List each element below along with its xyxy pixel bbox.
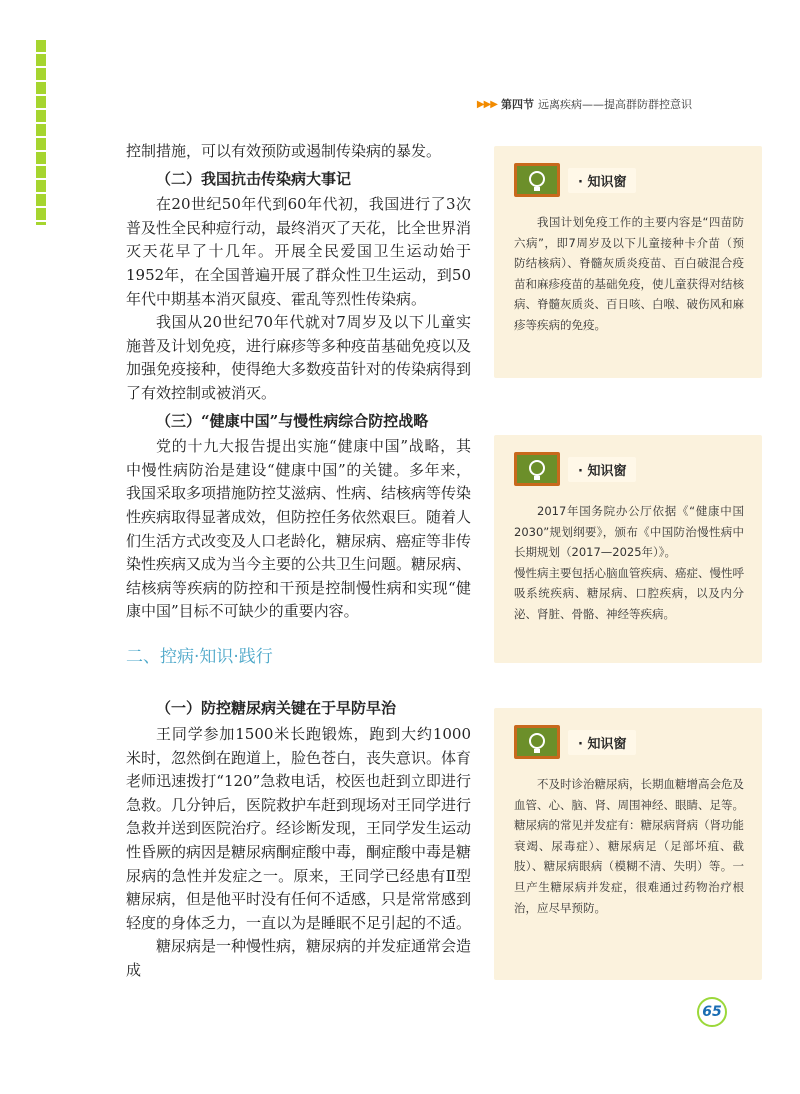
header-arrows: ▶▶▶ [476, 98, 497, 110]
knowledge-text: 慢性病主要包括心脑血管疾病、癌症、慢性呼吸系统疾病、糖尿病、口腔疾病，以及内分泌、肾脏、骨骼、神经等疾病。 [514, 565, 744, 621]
knowledge-box-title: · 知识窗 [568, 457, 636, 482]
header-section-title: 远离疾病——提高群防群控意识 [538, 98, 692, 111]
paragraph-immunization: 我国从20世纪70年代就对7周岁及以下儿童实施普及计划免疫，进行麻疹等多种疫苗基础免疫以及加强免疫接种，使得绝大多数疫苗针对的传染病得到了有效控制或被消灭。 [126, 313, 472, 402]
knowledge-box-header [514, 720, 744, 764]
knowledge-box-header [514, 447, 744, 491]
knowledge-text: 不及时诊治糖尿病，长期血糖增高会危及血管、心、脑、肾、周围神经、眼睛、足等。 [514, 777, 744, 812]
header-section-number: 第四节 [501, 98, 534, 111]
margin-decoration-strip [36, 40, 46, 225]
paragraph-smallpox: 在20世纪50年代到60年代初，我国进行了3次普及性全民种痘行动，最终消灭了天花，比全世界消灭天花早了十几年。开展全民爱国卫生运动始于1952年，在全国普遍开展了群众性卫生运动，到50年代中期基本消灭鼠疫、霍乱等烈性传染病。 [126, 195, 472, 308]
paragraph-diabetes-intro: 糖尿病是一种慢性病，糖尿病的并发症通常会造成 [126, 937, 472, 979]
knowledge-box-immunization [494, 146, 762, 378]
knowledge-text: 我国计划免疫工作的主要内容是“四苗防六病”，即7周岁及以下儿童接种卡介苗（预防结核病）、脊髓灰质炎疫苗、百白破混合疫苗和麻疹疫苗的基础免疫，使儿童获得对结核病、脊髓灰质炎、百日咳、白喉、破伤风和麻疹等疾病的免疫。 [514, 215, 744, 332]
paragraph-chronic-disease: 党的十九大报告提出实施“健康中国”战略，其中慢性病防治是建设“健康中国”的关键。多年来，我国采取多项措施防控艾滋病、性病、结核病等传染性疾病取得显著成效，但防控任务依然艰巨。随着人们生活方式改变及人口老龄化，糖尿病、癌症等非传染性疾病又成为当今主要的公共卫生问题。糖尿病、结核病等疾病的防控和干预是控制慢性病和实现“健康中国”目标不可缺少的重要内容。 [126, 437, 472, 621]
knowledge-text: 糖尿病的常见并发症有：糖尿病肾病（肾功能衰竭、尿毒症）、糖尿病足（足部坏疽、截肢）、糖尿病眼病（模糊不清、失明）等。一旦产生糖尿病并发症，很难通过药物治疗根治，应尽早预防。 [514, 818, 744, 915]
knowledge-box-header [514, 158, 744, 202]
section-heading-practice: 二、控病·知识·践行 [126, 646, 273, 667]
subheading-history: （二）我国抗击传染病大事记 [156, 169, 352, 188]
knowledge-box-diabetes [494, 708, 762, 980]
chalkboard-lightbulb-icon [514, 452, 560, 486]
main-column [126, 140, 471, 983]
knowledge-box-title: · 知识窗 [568, 168, 636, 193]
chalkboard-lightbulb-icon [514, 163, 560, 197]
page-number: 65 [697, 997, 727, 1027]
paragraph-continuation: 控制措施，可以有效预防或遏制传染病的暴发。 [126, 142, 442, 160]
knowledge-box-chronic [494, 435, 762, 663]
running-header [477, 96, 692, 112]
knowledge-box-text [514, 212, 744, 336]
knowledge-box-text [514, 774, 744, 918]
knowledge-text: 2017年国务院办公厅依据《“健康中国2030”规划纲要》，颁布《中国防治慢性病中长期规划（2017—2025年）》。 [514, 504, 744, 560]
knowledge-box-text [514, 501, 744, 625]
subheading-healthy-china: （三）“健康中国”与慢性病综合防控战略 [156, 411, 429, 430]
paragraph-case-story: 王同学参加1500米长跑锻炼，跑到大约1000米时，忽然倒在跑道上，脸色苍白，丧失意识。体育老师迅速拨打“120”急救电话，校医也赶到立即进行急救。几分钟后，医院救护车赶到现场对王同学进行急救并送到医院治疗。经诊断发现，王同学发生运动性昏厥的病因是糖尿病酮症酸中毒，酮症酸中毒是糖尿病的急性并发症之一。原来，王同学已经患有Ⅱ型糖尿病，但是他平时没有任何不适感，只是常常感到轻度的身体乏力，一直以为是睡眠不足引起的不适。 [126, 725, 472, 932]
chalkboard-lightbulb-icon [514, 725, 560, 759]
subheading-diabetes: （一）防控糖尿病关键在于早防早治 [156, 699, 397, 718]
knowledge-box-title: · 知识窗 [568, 730, 636, 755]
